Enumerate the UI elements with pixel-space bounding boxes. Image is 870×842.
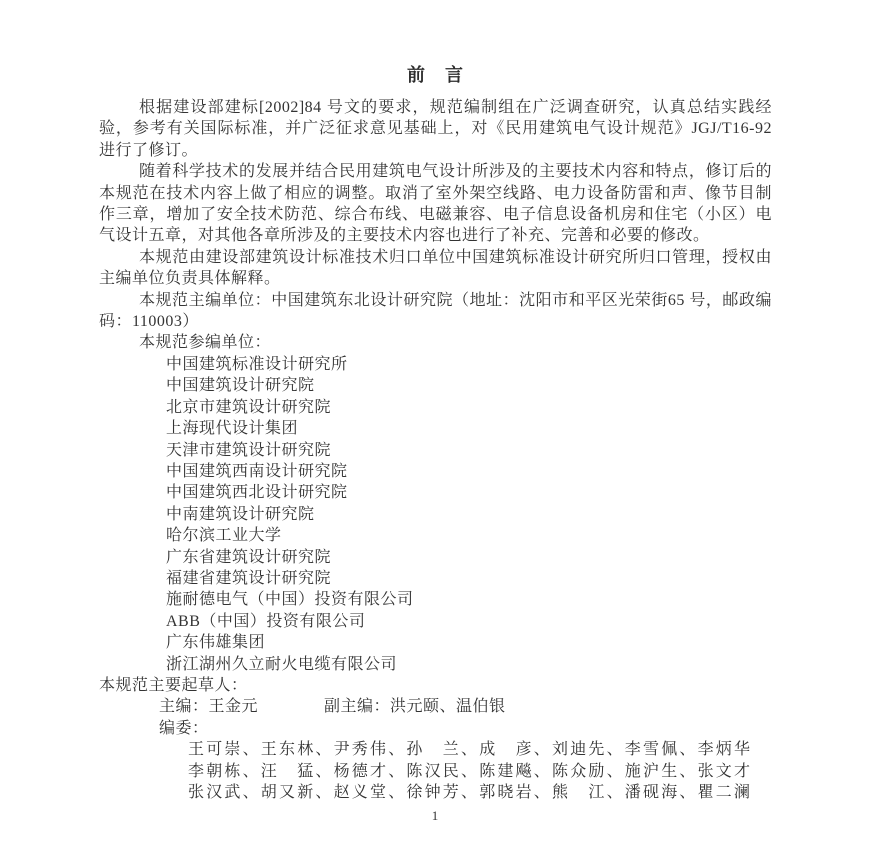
coeditor-unit: 福建省建筑设计研究院 bbox=[166, 569, 332, 587]
coeditor-unit: 施耐德电气（中国）投资有限公司 bbox=[166, 591, 414, 609]
chief-editor-line: 主编：王金元 副主编：洪元颐、温伯银 bbox=[159, 698, 506, 716]
paragraph-intro: 根据建设部建标[2002]84 号文的要求，规范编制组在广泛调查研究，认真总结实践经验，参考有关国际标准，并广泛征求意见基础上，对《民用建筑电气设计规范》JGJ/T16-92进行了修订。 bbox=[99, 99, 772, 159]
coeditor-unit: 广东伟雄集团 bbox=[166, 634, 266, 652]
committee-row: 李朝栋、汪 猛、杨德才、陈汉民、陈建飚、陈众励、施沪生、张文才 bbox=[188, 762, 753, 780]
coeditor-unit: 浙江湖州久立耐火电缆有限公司 bbox=[166, 655, 398, 673]
committee-row: 王可崇、王东林、尹秀伟、孙 兰、成 彦、刘迪先、李雪佩、李炳华 bbox=[188, 741, 753, 759]
coeditor-unit: 天津市建筑设计研究院 bbox=[166, 441, 332, 459]
committee-row: 张汉武、胡又新、赵义堂、徐钟芳、郭晓岩、熊 江、潘砚海、瞿二澜 bbox=[188, 784, 753, 801]
coeditor-unit: 北京市建筑设计研究院 bbox=[166, 398, 332, 416]
coeditor-unit: 中国建筑西南设计研究院 bbox=[166, 462, 348, 480]
coeditor-unit: 中国建筑西北设计研究院 bbox=[166, 484, 348, 502]
page-number: 1 bbox=[431, 808, 439, 823]
coeditor-unit: ABB（中国）投资有限公司 bbox=[166, 612, 366, 630]
coeditor-unit: 上海现代设计集团 bbox=[166, 420, 299, 438]
coeditors-header: 本规范参编单位： bbox=[139, 334, 272, 352]
coeditor-unit: 中国建筑标准设计研究所 bbox=[166, 355, 348, 373]
coeditor-unit: 中国建筑设计研究院 bbox=[166, 377, 315, 395]
document-content bbox=[99, 62, 772, 803]
page-title: 前 言 bbox=[407, 65, 464, 85]
coeditor-unit: 哈尔滨工业大学 bbox=[166, 527, 282, 545]
paragraph-revision-scope: 随着科学技术的发展并结合民用建筑电气设计所涉及的主要技术内容和特点，修订后的本规范在技术内容上做了相应的调整。取消了室外架空线路、电力设备防雷和声、像节目制作三章，增加了安全技术防范、综合布线、电磁兼容、电子信息设备机房和住宅（小区）电气设计五章，对其他各章所涉及的主要技术内容也进行了补充、完善和必要的修改。 bbox=[99, 163, 772, 245]
drafters-header: 本规范主要起草人： bbox=[99, 676, 248, 694]
committee-label: 编委： bbox=[159, 719, 209, 737]
coeditor-unit: 中南建筑设计研究院 bbox=[166, 505, 315, 523]
paragraph-chief-editing-unit: 本规范主编单位：中国建筑东北设计研究院（地址：沈阳市和平区光荣街65 号，邮政编码：110003） bbox=[99, 291, 772, 331]
coeditor-unit: 广东省建筑设计研究院 bbox=[166, 548, 332, 566]
paragraph-administration: 本规范由建设部建筑设计标准技术归口单位中国建筑标准设计研究所归口管理，授权由主编单位负责具体解释。 bbox=[99, 248, 772, 288]
